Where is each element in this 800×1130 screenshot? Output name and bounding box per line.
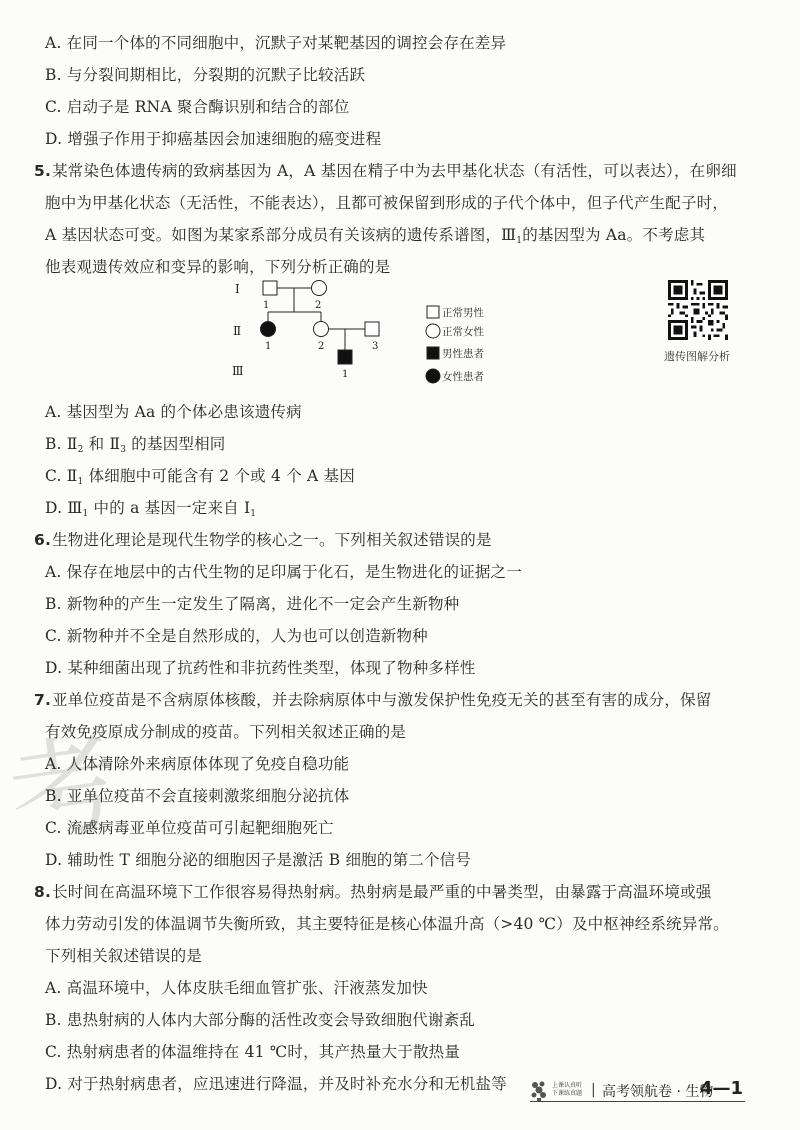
q8-option-c: C. 热射病患者的体温维持在 41 ℃时，其产热量大于散热量 [45, 1043, 461, 1061]
q8-stem-line3: 下列相关叙述错误的是 [45, 947, 203, 965]
q6-option-c: C. 新物种并不全是自然形成的，人为也可以创造新物种 [45, 627, 428, 645]
q8-option-d: D. 对于热射病患者，应迅速进行降温，并及时补充水分和无机盐等 [45, 1075, 507, 1093]
legend-open-square-icon [427, 306, 439, 318]
q5-number: 5. [34, 162, 52, 180]
q6-option-a: A. 保存在地层中的古代生物的足印属于化石，是生物进化的证据之一 [45, 563, 522, 581]
q5-stem-line4: 他表观遗传效应和变异的影响，下列分析正确的是 [45, 258, 391, 276]
member-III-1 [338, 350, 352, 364]
pedigree-legend [426, 306, 440, 383]
footer-slogan: 上课认真听 下课练真题 [552, 1082, 583, 1097]
footer-separator: | [591, 1082, 596, 1098]
footer-title: 高考领航卷 · 生物 [602, 1084, 714, 1100]
q6-stem: 6.生物进化理论是现代生物学的核心之一。下列相关叙述错误的是 [34, 531, 492, 549]
q7-number: 7. [34, 691, 52, 709]
legend-label-normal-female: 正常女性 [442, 326, 484, 338]
svg-text:2: 2 [318, 341, 325, 352]
qr-code-icon[interactable] [668, 280, 728, 340]
member-II-2 [314, 322, 329, 337]
generation-label-2: Ⅱ [233, 324, 242, 338]
svg-text:1: 1 [342, 369, 349, 380]
q6-option-b: B. 新物种的产生一定发生了隔离，进化不一定会产生新物种 [45, 595, 460, 613]
pedigree-chart [225, 275, 525, 390]
q5-option-c: C. $Ⅱ_1$ 体细胞中可能含有 2 个或 4 个 A 基因 [45, 467, 355, 487]
q5-option-b: B. $Ⅱ_2$ 和 $Ⅱ_3$ 的基因型相同 [45, 435, 226, 455]
q5-stem-line2: 胞中为甲基化状态（无活性，不能表达），且都可被保留到形成的子代个体中，但子代产生配子时， [45, 194, 729, 212]
q7-option-a: A. 人体清除外来病原体体现了免疫自稳功能 [45, 755, 350, 773]
legend-label-affected-female: 女性患者 [442, 371, 484, 383]
q7-option-d: D. 辅助性 T 细胞分泌的细胞因子是激活 B 细胞的第二个信号 [45, 851, 472, 869]
member-II-1 [261, 322, 276, 337]
q8-option-b: B. 患热射病的人体内大部分酶的活性改变会导致细胞代谢紊乱 [45, 1011, 476, 1029]
q5-option-a: A. 基因型为 Aa 的个体必患该遗传病 [45, 403, 302, 421]
svg-text:2: 2 [315, 300, 322, 311]
svg-text:1: 1 [265, 341, 272, 352]
legend-label-normal-male: 正常男性 [442, 307, 484, 319]
footer-rule [530, 1101, 745, 1102]
q4-option-c: C. 启动子是 RNA 聚合酶识别和结合的部位 [45, 98, 350, 116]
legend-label-affected-male: 男性患者 [442, 348, 484, 360]
legend-open-circle-icon [426, 324, 440, 338]
logo-icon [530, 1080, 548, 1102]
q6-number: 6. [34, 531, 52, 549]
q4-option-a: A. 在同一个体的不同细胞中，沉默子对某靶基因的调控会存在差异 [45, 34, 507, 52]
qr-code-label: 遗传图解分析 [664, 350, 730, 363]
page-number: 4—1 [700, 1078, 744, 1099]
page-footer [530, 1078, 745, 1108]
q8-stem-line2: 体力劳动引发的体温调节失衡所致，其主要特征是核心体温升高（>40 ℃）及中枢神经系统异常。 [45, 915, 729, 933]
q8-number: 8. [34, 883, 52, 901]
legend-filled-square-icon [427, 347, 439, 359]
q6-option-d: D. 某种细菌出现了抗药性和非抗药性类型，体现了物种多样性 [45, 659, 476, 677]
q7-stem-line1: 7.亚单位疫苗是不含病原体核酸，并去除病原体中与激发保护性免疫无关的甚至有害的成分，保留 [34, 691, 712, 709]
q5-stem-line1: 5.某常染色体遗传病的致病基因为 A，A 基因在精子中为去甲基化状态（有活性，可以表达），在卵细 [34, 162, 737, 180]
q4-option-d: D. 增强子作用于抑癌基因会加速细胞的癌变进程 [45, 130, 382, 148]
q7-stem-line2: 有效免疫原成分制成的疫苗。下列相关叙述正确的是 [45, 723, 407, 741]
q7-option-b: B. 亚单位疫苗不会直接刺激浆细胞分泌抗体 [45, 787, 350, 805]
svg-text:1: 1 [263, 300, 270, 311]
generation-label-3: Ⅲ [232, 364, 244, 378]
generation-label-1: Ⅰ [235, 282, 240, 296]
svg-text:3: 3 [372, 341, 379, 352]
q4-option-b: B. 与分裂间期相比，分裂期的沉默子比较活跃 [45, 66, 366, 84]
q5-stem-line3: A 基因状态可变。如图为某家系部分成员有关该病的遗传系谱图，$Ⅲ_1$的基因型为 Aa。不考虑其 [45, 226, 706, 246]
q7-option-c: C. 流感病毒亚单位疫苗可引起靶细胞死亡 [45, 819, 334, 837]
member-I-2 [312, 281, 327, 296]
q8-stem-line1: 8.长时间在高温环境下工作很容易得热射病。热射病是最严重的中暑类型，由暴露于高温环境或强 [34, 883, 712, 901]
member-I-1 [263, 281, 277, 295]
legend-filled-circle-icon [426, 369, 440, 383]
member-II-3 [365, 322, 379, 336]
watermark: 考 [1, 718, 129, 862]
q8-option-a: A. 高温环境中，人体皮肤毛细血管扩张、汗液蒸发加快 [45, 979, 428, 997]
q5-option-d: D. $Ⅲ_1$ 中的 a 基因一定来自 $Ⅰ_1$ [45, 499, 257, 519]
